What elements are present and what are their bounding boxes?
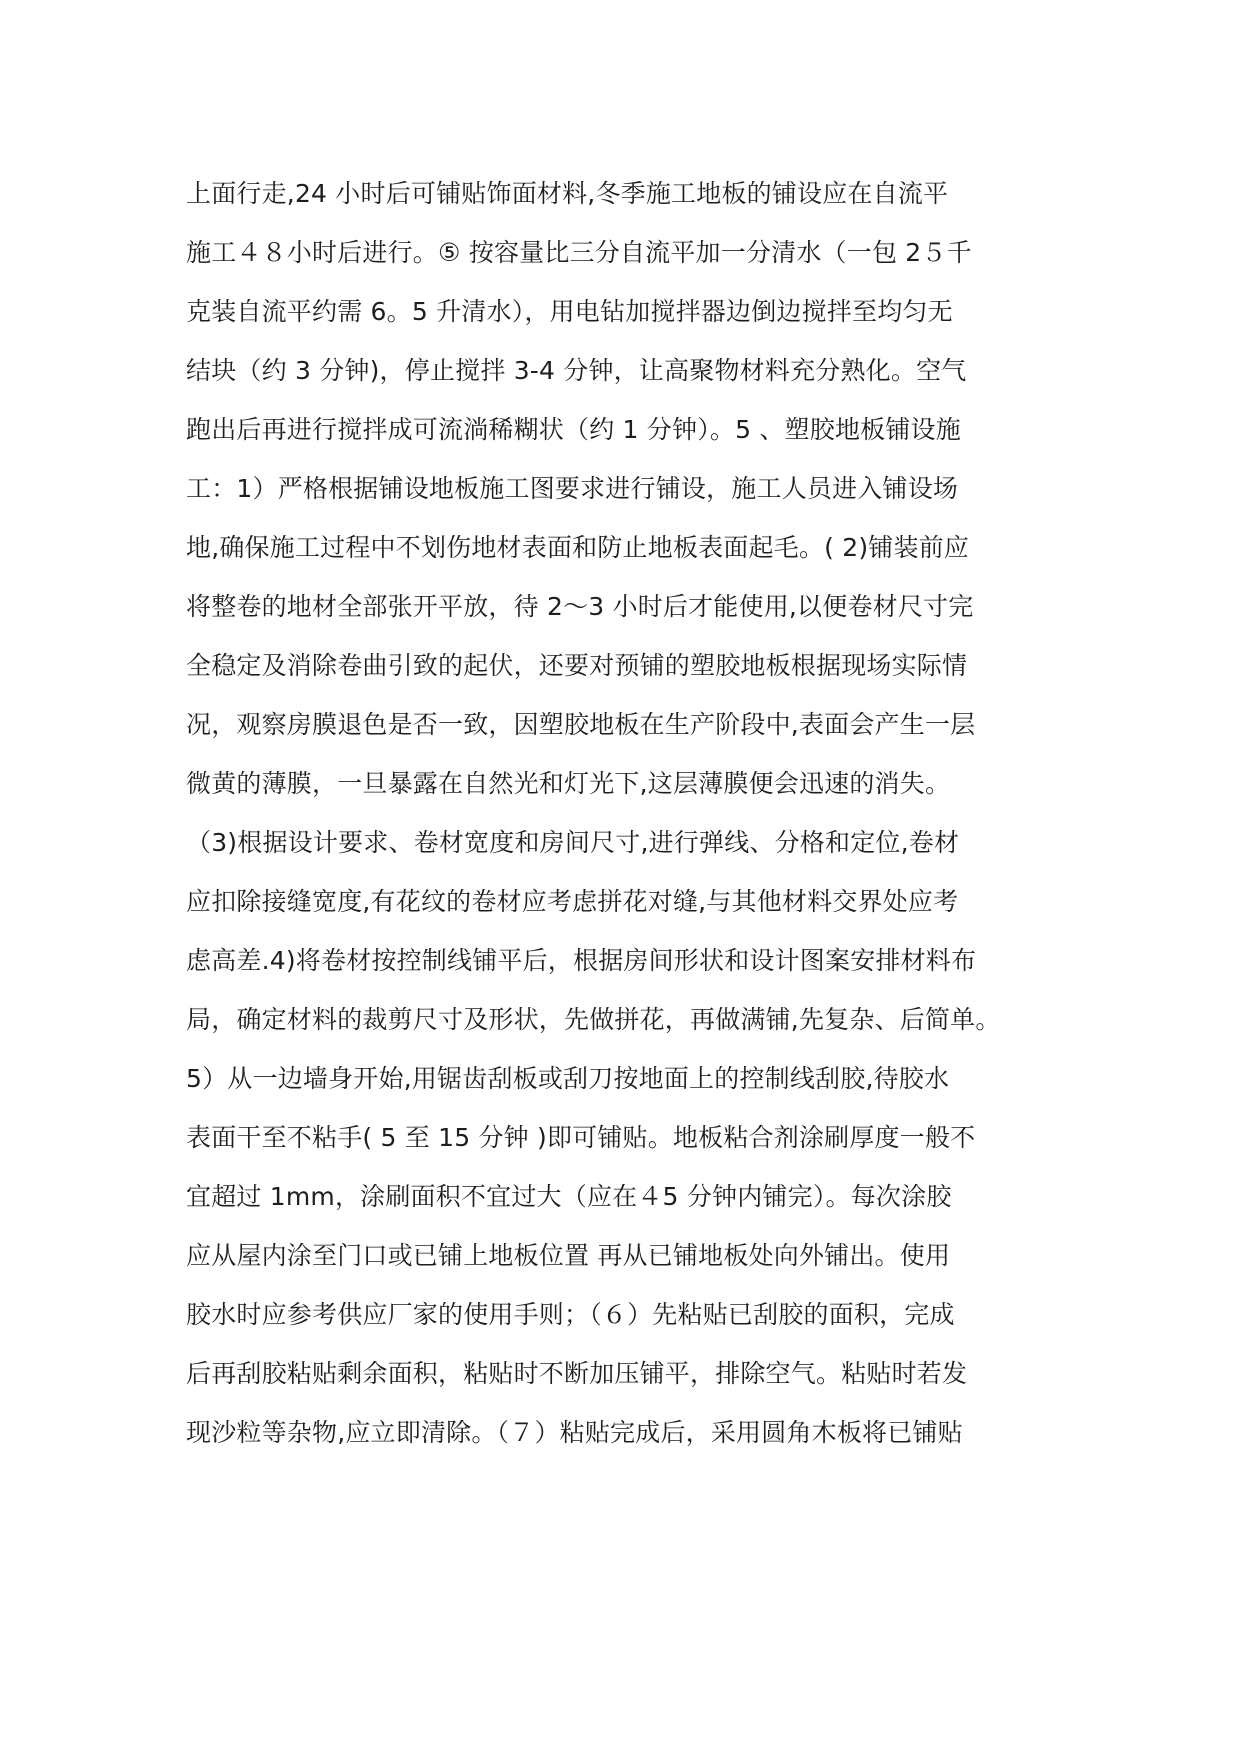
text-line: 微黄的薄膜，一旦暴露在自然光和灯光下,这层薄膜便会迅速的消失。 bbox=[186, 769, 951, 798]
text-line: 工：1）严格根据铺设地板施工图要求进行铺设，施工人员进入铺设场 bbox=[186, 474, 959, 503]
text-line: 虑高差.4)将卷材按控制线铺平后，根据房间形状和设计图案安排材料布 bbox=[186, 946, 977, 975]
text-line: 现沙粒等杂物,应立即清除。（７）粘贴完成后，采用圆角木板将已铺贴 bbox=[186, 1418, 963, 1447]
text-line: 施工４８小时后进行。⑤ 按容量比三分自流平加一分清水（一包 2５千 bbox=[186, 238, 972, 267]
text-line: 表面干至不粘手( 5 至 15 分钟 )即可铺贴。地板粘合剂涂刷厚度一般不 bbox=[186, 1123, 976, 1152]
text-line: 全稳定及消除卷曲引致的起伏，还要对预铺的塑胶地板根据现场实际情 bbox=[186, 651, 968, 680]
text-line: 胶水时应参考供应厂家的使用手则；（６）先粘贴已刮胶的面积，完成 bbox=[186, 1300, 955, 1329]
text-line: 克装自流平约需 6。5 升清水），用电钻加搅拌器边倒边搅拌至均匀无 bbox=[186, 297, 953, 326]
text-line: 局，确定材料的裁剪尺寸及形状，先做拼花，再做满铺,先复杂、后简单。 bbox=[186, 1005, 1001, 1034]
text-line: 结块（约 3 分钟)，停止搅拌 3-4 分钟，让高聚物材料充分熟化。空气 bbox=[186, 356, 967, 385]
text-line: 地,确保施工过程中不划伤地材表面和防止地板表面起毛。( 2)铺装前应 bbox=[186, 533, 970, 562]
text-line: 宜超过 1mm，涂刷面积不宜过大（应在４5 分钟内铺完）。每次涂胶 bbox=[186, 1182, 952, 1211]
text-line: 应从屋内涂至门口或已铺上地板位置 再从已铺地板处向外铺出。使用 bbox=[186, 1241, 951, 1270]
text-line: （3)根据设计要求、卷材宽度和房间尺寸,进行弹线、分格和定位,卷材 bbox=[186, 828, 960, 857]
text-line: 5）从一边墙身开始,用锯齿刮板或刮刀按地面上的控制线刮胶,待胶水 bbox=[186, 1064, 950, 1093]
text-line: 跑出后再进行搅拌成可流淌稀糊状（约 1 分钟）。5 、塑胶地板铺设施 bbox=[186, 415, 961, 444]
body-text bbox=[186, 164, 1066, 1462]
text-line: 将整卷的地材全部张开平放，待 2～3 小时后才能使用,以便卷材尺寸完 bbox=[186, 592, 974, 621]
text-line: 况，观察房膜退色是否一致，因塑胶地板在生产阶段中,表面会产生一层 bbox=[186, 710, 976, 739]
text-line: 上面行走,24 小时后可铺贴饰面材料,冬季施工地板的铺设应在自流平 bbox=[186, 179, 949, 208]
text-line: 应扣除接缝宽度,有花纹的卷材应考虑拼花对缝,与其他材料交界处应考 bbox=[186, 887, 959, 916]
text-line: 后再刮胶粘贴剩余面积，粘贴时不断加压铺平，排除空气。粘贴时若发 bbox=[186, 1359, 968, 1388]
